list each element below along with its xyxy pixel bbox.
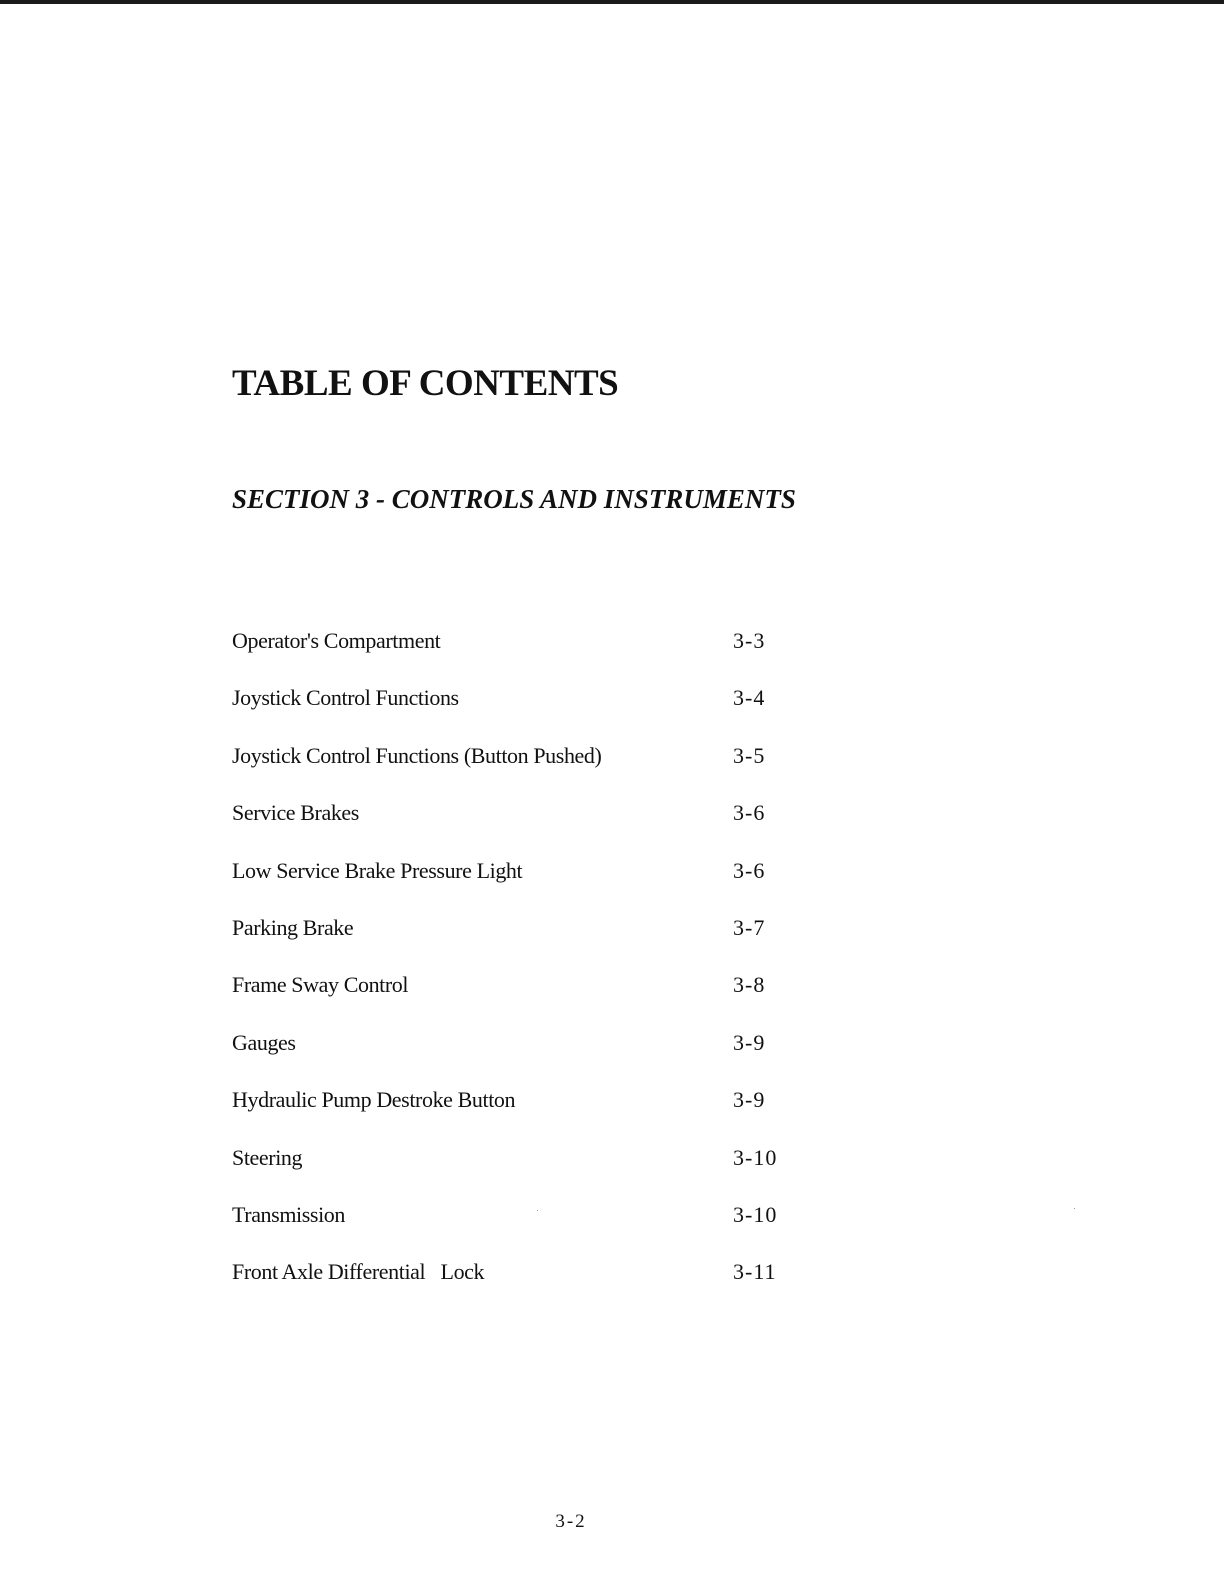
page-title: TABLE OF CONTENTS [232,363,619,404]
toc-entry-page: 3-3 [733,628,766,653]
toc-entry-label: Gauges [232,1029,296,1055]
toc-entry-page: 3-6 [733,800,766,826]
toc-entry-label: Joystick Control Functions (Button Pushed) [232,742,602,768]
toc-entry-page: 3-5 [733,742,766,768]
toc-entry-page: 3-9 [733,1029,766,1055]
toc-entry-transmission [232,1202,832,1259]
toc-entry-joystick-control-functions [232,685,832,742]
toc-entry-label: Parking Brake [232,914,354,940]
toc-entry-page: 3-4 [733,685,766,711]
section-title: SECTION 3 - CONTROLS AND INSTRUMENTS [232,484,796,514]
toc-entry-joystick-control-functions-button-pushed [232,743,832,800]
toc-entry-steering [232,1145,832,1202]
toc-entry-page: 3-9 [733,1087,766,1113]
toc-entry-frame-sway-control [232,972,832,1029]
scan-speck [1074,1208,1075,1209]
toc-entry-page: 3-10 [733,1144,778,1170]
toc-entry-label: Front Axle Differential Lock [232,1259,485,1285]
toc-entry-gauges [232,1030,832,1087]
toc-entry-page: 3-8 [733,972,766,998]
toc-list [232,628,832,1317]
toc-entry-label: Service Brakes [232,800,359,826]
toc-entry-service-brakes [232,800,832,857]
toc-entry-label: Low Service Brake Pressure Light [232,857,523,883]
toc-entry-label: Frame Sway Control [232,972,409,998]
toc-entry-label: Joystick Control Functions [232,685,459,711]
page-number: 3-2 [555,1511,587,1532]
top-border-rule [0,0,1224,4]
toc-entry-page: 3-7 [733,914,766,940]
scan-speck [537,1210,538,1211]
toc-entry-label: Operator's Compartment [232,628,441,653]
toc-entry-parking-brake [232,915,832,972]
toc-entry-hydraulic-pump-destroke-button [232,1087,832,1144]
toc-entry-page: 3-10 [733,1201,778,1227]
toc-entry-low-service-brake-pressure-light [232,858,832,915]
toc-entry-label: Steering [232,1144,303,1170]
toc-entry-page: 3-11 [733,1259,777,1285]
toc-entry-label: Hydraulic Pump Destroke Button [232,1087,516,1113]
toc-entry-label: Transmission [232,1201,345,1227]
toc-entry-page: 3-6 [733,857,766,883]
toc-entry-operators-compartment [232,628,832,685]
toc-entry-front-axle-differential-lock [232,1259,832,1316]
